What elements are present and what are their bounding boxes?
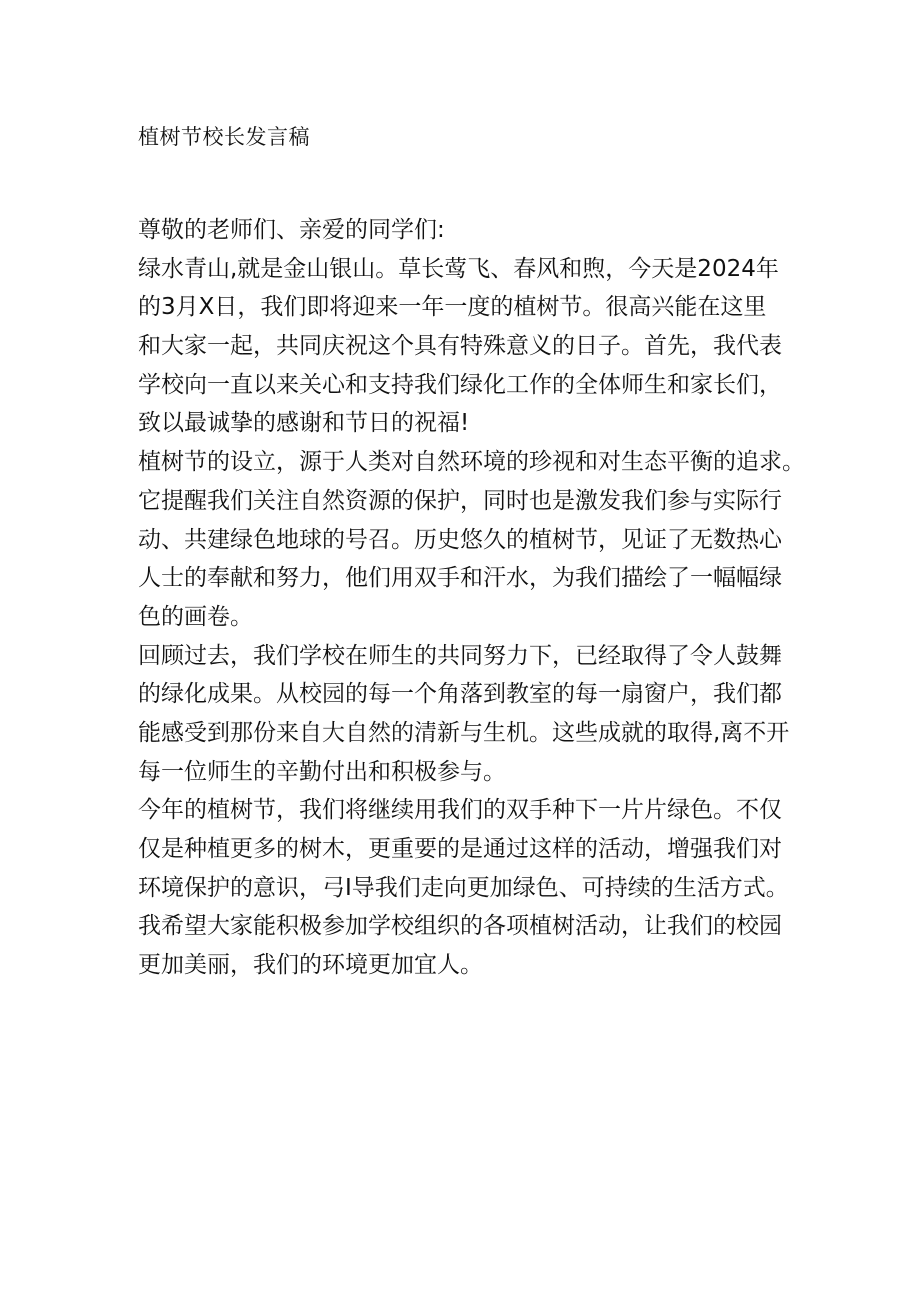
text-line: 它提醒我们关注自然资源的保护，同时也是激发我们参与实际行 [138, 487, 782, 514]
text-line: 环境保护的意识，弓I导我们走向更加绿色、可持续的生活方式。 [138, 874, 789, 901]
text-line: 更加美丽，我们的环境更加宜人。 [138, 952, 483, 979]
text-line: 回顾过去，我们学校在师生的共同努力下，已经取得了令人鼓舞 [138, 642, 782, 669]
text-line: 的绿化成果。从校园的每一个角落到教室的每一扇窗户，我们都 [138, 681, 782, 708]
text-line: 学校向一直以来关心和支持我们绿化工作的全体师生和家长们， [138, 371, 782, 398]
document-title: 植树节校长发言稿 [138, 125, 310, 149]
text-line: 尊敬的老师们、亲爱的同学们: [138, 217, 445, 243]
text-line: 每一位师生的辛勤付出和积极参与。 [138, 758, 506, 785]
text-line: 今年的植树节，我们将继续用我们的双手种下一片片绿色。不仅 [138, 797, 782, 824]
text-line: 我希望大家能积极参加学校组织的各项植树活动，让我们的校园 [138, 913, 782, 940]
text-line: 绿水青山,就是金山银山。草长莺飞、春风和煦，今天是2024年 [138, 255, 779, 282]
text-line: 的3月X日，我们即将迎来一年一度的植树节。很高兴能在这里 [138, 294, 767, 321]
text-line: 和大家一起，共同庆祝这个具有特殊意义的日子。首先，我代表 [138, 333, 782, 360]
text-line: 色的画卷。 [138, 603, 253, 630]
document-body [138, 211, 838, 985]
text-line: 人士的奉献和努力，他们用双手和汗水，为我们描绘了一幅幅绿 [138, 565, 782, 592]
text-line: 致以最诚挚的感谢和节日的祝福! [138, 410, 470, 437]
text-line: 动、共建绿色地球的号召。历史悠久的植树节，见证了无数热心 [138, 526, 782, 553]
text-line: 仅是种植更多的树木，更重要的是通过这样的活动，增强我们对 [138, 836, 782, 862]
text-line: 植树节的设立，源于人类对自然环境的珍视和对生态平衡的追求。 [138, 449, 805, 476]
text-line: 能感受到那份来自大自然的清新与生机。这些成就的取得,离不开 [138, 719, 790, 746]
